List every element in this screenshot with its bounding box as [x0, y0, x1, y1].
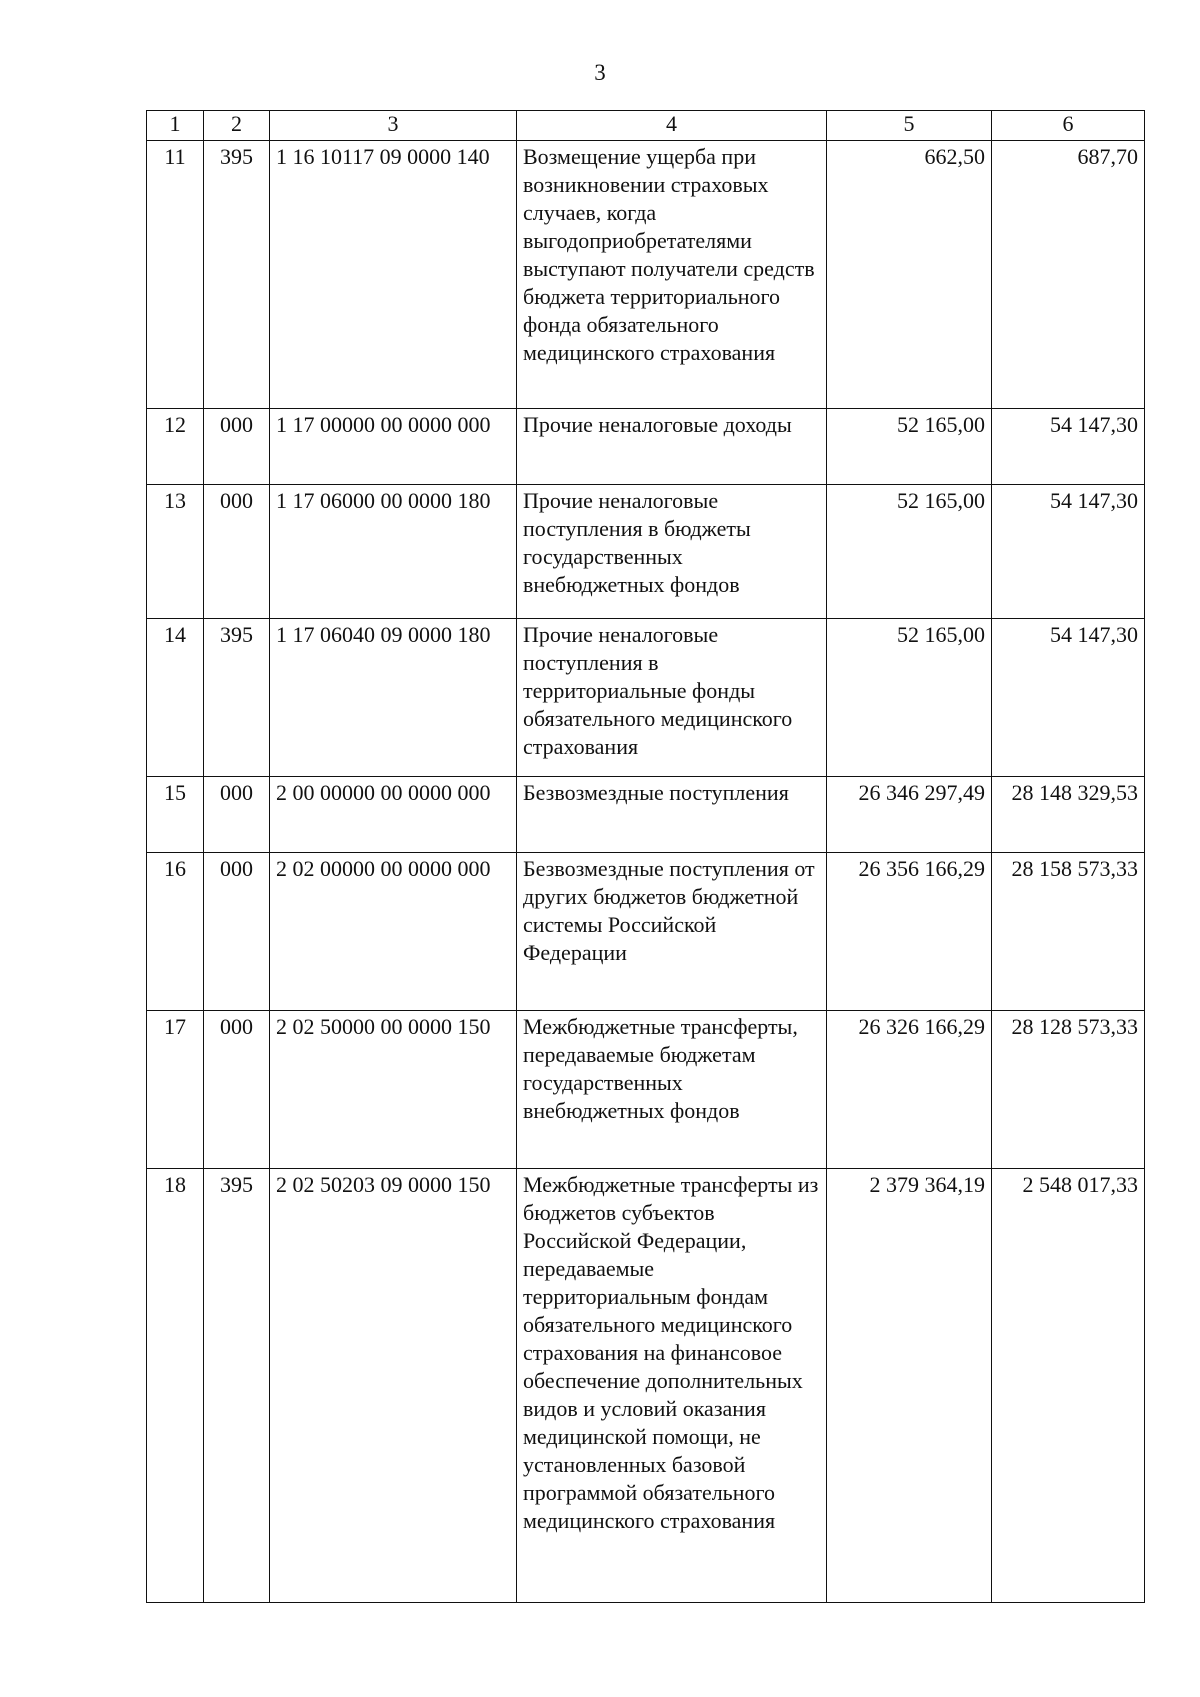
administrator-code: 000: [204, 853, 270, 1011]
column-header-6: 6: [992, 111, 1145, 141]
column-header-2: 2: [204, 111, 270, 141]
amount-column-5: 2 379 364,19: [827, 1169, 992, 1603]
budget-classification-code: 2 00 00000 00 0000 000: [270, 777, 517, 853]
row-number: 16: [147, 853, 204, 1011]
row-number: 15: [147, 777, 204, 853]
column-header-3: 3: [270, 111, 517, 141]
revenue-name: Возмещение ущерба при возникновении страховых случаев, когда выгодоприобретателями выступают получатели средств бюджета территориального фонда обязательного медицинского страхования: [517, 141, 827, 409]
amount-column-6: 2 548 017,33: [992, 1169, 1145, 1603]
table-row: [147, 853, 1145, 1011]
amount-column-5: 662,50: [827, 141, 992, 409]
budget-classification-code: 1 17 00000 00 0000 000: [270, 409, 517, 485]
revenue-name: Межбюджетные трансферты, передаваемые бюджетам государственных внебюджетных фондов: [517, 1011, 827, 1169]
administrator-code: 000: [204, 1011, 270, 1169]
amount-column-5: 26 356 166,29: [827, 853, 992, 1011]
amount-column-5: 52 165,00: [827, 409, 992, 485]
table-row: [147, 1169, 1145, 1603]
row-number: 13: [147, 485, 204, 619]
revenue-name: Прочие неналоговые доходы: [517, 409, 827, 485]
budget-classification-code: 1 17 06000 00 0000 180: [270, 485, 517, 619]
revenue-name: Безвозмездные поступления: [517, 777, 827, 853]
column-header-4: 4: [517, 111, 827, 141]
column-header-1: 1: [147, 111, 204, 141]
amount-column-6: 54 147,30: [992, 619, 1145, 777]
row-number: 12: [147, 409, 204, 485]
column-number-row: [147, 111, 1145, 141]
table-row: [147, 141, 1145, 409]
revenue-name: Прочие неналоговые поступления в территориальные фонды обязательного медицинского страхования: [517, 619, 827, 777]
revenue-name: Межбюджетные трансферты из бюджетов субъектов Российской Федерации, передаваемые территориальным фондам обязательного медицинского страхования на финансовое обеспечение дополнительных видов и условий оказания медицинской помощи, не установленных базовой программой обязательного медицинского страхования: [517, 1169, 827, 1603]
administrator-code: 000: [204, 777, 270, 853]
revenue-name: Прочие неналоговые поступления в бюджеты государственных внебюджетных фондов: [517, 485, 827, 619]
table-row: [147, 485, 1145, 619]
budget-classification-code: 2 02 00000 00 0000 000: [270, 853, 517, 1011]
table-row: [147, 777, 1145, 853]
amount-column-5: 52 165,00: [827, 619, 992, 777]
amount-column-6: 687,70: [992, 141, 1145, 409]
amount-column-5: 26 326 166,29: [827, 1011, 992, 1169]
revenue-name: Безвозмездные поступления от других бюджетов бюджетной системы Российской Федерации: [517, 853, 827, 1011]
table-row: [147, 619, 1145, 777]
budget-classification-code: 1 16 10117 09 0000 140: [270, 141, 517, 409]
row-number: 14: [147, 619, 204, 777]
budget-classification-code: 2 02 50000 00 0000 150: [270, 1011, 517, 1169]
budget-revenue-table: [146, 110, 1145, 1603]
column-header-5: 5: [827, 111, 992, 141]
amount-column-6: 54 147,30: [992, 409, 1145, 485]
budget-classification-code: 1 17 06040 09 0000 180: [270, 619, 517, 777]
table-row: [147, 1011, 1145, 1169]
row-number: 18: [147, 1169, 204, 1603]
amount-column-6: 54 147,30: [992, 485, 1145, 619]
administrator-code: 395: [204, 619, 270, 777]
administrator-code: 000: [204, 409, 270, 485]
page-number: 3: [594, 60, 606, 85]
administrator-code: 395: [204, 1169, 270, 1603]
row-number: 17: [147, 1011, 204, 1169]
amount-column-5: 26 346 297,49: [827, 777, 992, 853]
row-number: 11: [147, 141, 204, 409]
table-row: [147, 409, 1145, 485]
budget-classification-code: 2 02 50203 09 0000 150: [270, 1169, 517, 1603]
amount-column-6: 28 148 329,53: [992, 777, 1145, 853]
amount-column-5: 52 165,00: [827, 485, 992, 619]
administrator-code: 000: [204, 485, 270, 619]
amount-column-6: 28 158 573,33: [992, 853, 1145, 1011]
amount-column-6: 28 128 573,33: [992, 1011, 1145, 1169]
administrator-code: 395: [204, 141, 270, 409]
